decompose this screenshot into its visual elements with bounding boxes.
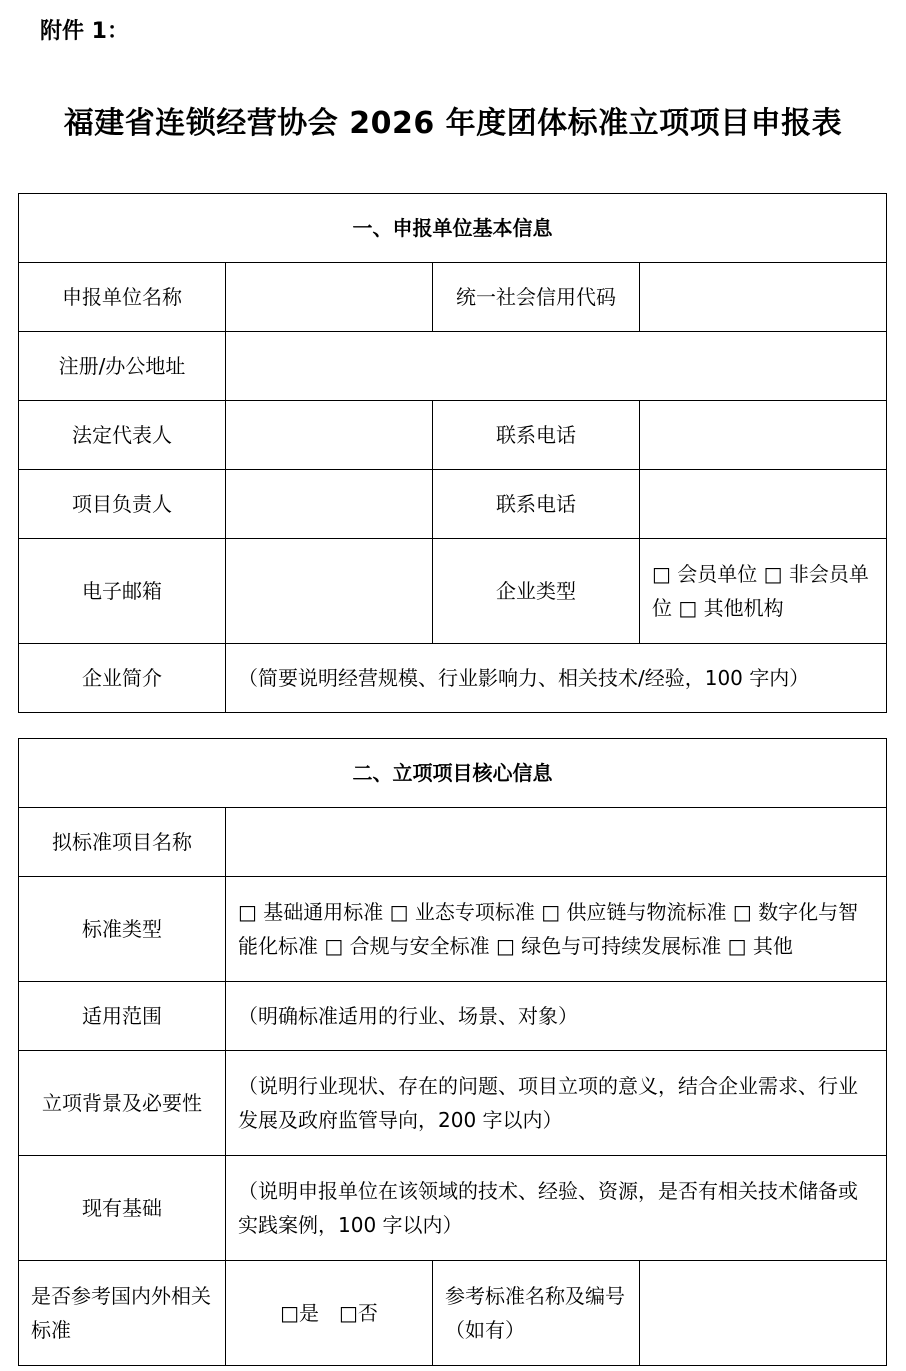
background-label: 立项背景及必要性 — [19, 1051, 226, 1156]
phone-field-2[interactable] — [640, 470, 887, 539]
credit-code-label: 统一社会信用代码 — [433, 263, 640, 332]
project-lead-label: 项目负责人 — [19, 470, 226, 539]
basis-label: 现有基础 — [19, 1156, 226, 1261]
phone-field-1[interactable] — [640, 401, 887, 470]
section1-heading: 一、申报单位基本信息 — [19, 194, 887, 263]
section2-heading: 二、立项项目核心信息 — [19, 739, 887, 808]
project-lead-field[interactable] — [226, 470, 433, 539]
ref-yes-no-options[interactable]: □是 □否 — [226, 1261, 433, 1366]
ref-name-label: 参考标准名称及编号（如有） — [433, 1261, 640, 1366]
scope-label: 适用范围 — [19, 982, 226, 1051]
unit-name-label: 申报单位名称 — [19, 263, 226, 332]
profile-label: 企业简介 — [19, 644, 226, 713]
project-name-field[interactable] — [226, 808, 887, 877]
email-label: 电子邮箱 — [19, 539, 226, 644]
ref-name-field[interactable] — [640, 1261, 887, 1366]
address-field[interactable] — [226, 332, 887, 401]
address-label: 注册/办公地址 — [19, 332, 226, 401]
unit-name-field[interactable] — [226, 263, 433, 332]
credit-code-field[interactable] — [640, 263, 887, 332]
basis-field[interactable]: （说明申报单位在该领域的技术、经验、资源，是否有相关技术储备或实践案例，100 字以内） — [226, 1156, 887, 1261]
phone-label-1: 联系电话 — [433, 401, 640, 470]
scope-field[interactable]: （明确标准适用的行业、场景、对象） — [226, 982, 887, 1051]
phone-label-2: 联系电话 — [433, 470, 640, 539]
basic-info-table — [18, 193, 887, 713]
std-type-label: 标准类型 — [19, 877, 226, 982]
ref-label: 是否参考国内外相关标准 — [19, 1261, 226, 1366]
email-field[interactable] — [226, 539, 433, 644]
project-name-label: 拟标准项目名称 — [19, 808, 226, 877]
profile-field[interactable]: （简要说明经营规模、行业影响力、相关技术/经验，100 字内） — [226, 644, 887, 713]
attachment-label: 附件 1： — [40, 19, 129, 44]
background-field[interactable]: （说明行业现状、存在的问题、项目立项的意义，结合企业需求、行业发展及政府监管导向，200 字以内） — [226, 1051, 887, 1156]
legal-rep-field[interactable] — [226, 401, 433, 470]
form-title: 福建省连锁经营协会 2026 年度团体标准立项项目申报表 — [63, 106, 843, 141]
company-type-options[interactable]: □ 会员单位 □ 非会员单位 □ 其他机构 — [640, 539, 887, 644]
legal-rep-label: 法定代表人 — [19, 401, 226, 470]
project-info-table — [18, 738, 887, 1366]
company-type-label: 企业类型 — [433, 539, 640, 644]
std-type-options[interactable]: □ 基础通用标准 □ 业态专项标准 □ 供应链与物流标准 □ 数字化与智能化标准 □ 合规与安全标准 □ 绿色与可持续发展标准 □ 其他 — [226, 877, 887, 982]
